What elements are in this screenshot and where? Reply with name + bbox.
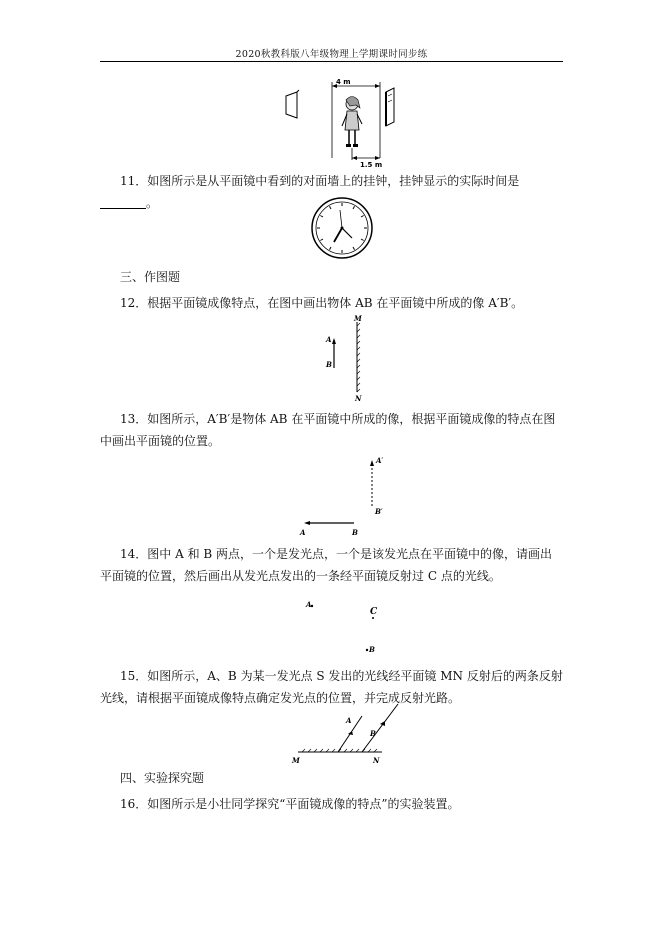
figure-mirror-girl	[280, 78, 400, 173]
label-a: A	[346, 716, 352, 725]
label-a: A	[326, 335, 332, 344]
figure-clock	[310, 196, 374, 260]
label-b-prime: B′	[375, 507, 383, 516]
question-11-text: 11．如图所示是从平面镜中看到的对面墙上的挂钟，挂钟显示的实际时间是	[120, 174, 520, 188]
label-a-prime: A′	[376, 456, 384, 465]
label-a: A	[300, 528, 306, 537]
label-b: B	[326, 360, 332, 369]
figure-q12	[320, 314, 370, 404]
question-16: 16．如图所示是小壮同学探究“平面镜成像的特点”的实验装置。	[120, 797, 460, 811]
page-header: 2020秋教科版八年级物理上学期课时同步练	[235, 49, 428, 60]
label-b: B	[369, 645, 375, 654]
question-12: 12．根据平面镜成像特点，在图中画出物体 AB 在平面镜中所成的像 A′B′。	[120, 296, 524, 310]
label-m: M	[292, 756, 300, 765]
label-m: M	[354, 314, 362, 323]
label-n: N	[373, 756, 380, 765]
label-n: N	[355, 394, 362, 403]
label-c: C	[370, 607, 378, 617]
figure-q14	[300, 596, 390, 656]
question-13: 13．如图所示，A′B′是物体 AB 在平面镜中所成的像，根据平面镜成像的特点在图中画出平面镜的位置。	[100, 412, 556, 448]
question-15: 15．如图所示，A、B 为某一发光点 S 发出的光线经平面镜 MN 反射后的两条反射光线，请根据平面镜成像特点确定发光点的位置，并完成反射光路。	[100, 669, 563, 705]
figure-q15	[290, 712, 410, 768]
label-4m: 4 m	[336, 78, 351, 86]
label-b: B	[370, 729, 376, 738]
question-14: 14．图中 A 和 B 两点，一个是发光点，一个是该发光点在平面镜中的像，请画出平面镜的位置，然后画出从发光点发出的一条经平面镜反射过 C 点的光线。	[100, 547, 553, 583]
answer-blank[interactable]	[100, 196, 146, 209]
section-4-title: 四、实验探究题	[120, 771, 205, 785]
header-divider	[100, 61, 563, 62]
figure-q13	[296, 454, 396, 540]
label-b: B	[352, 528, 358, 537]
section-3-title: 三、作图题	[120, 270, 181, 284]
label-1-5m: 1.5 m	[360, 161, 383, 169]
question-11-end: 。	[146, 196, 159, 210]
label-a: A	[306, 600, 312, 609]
